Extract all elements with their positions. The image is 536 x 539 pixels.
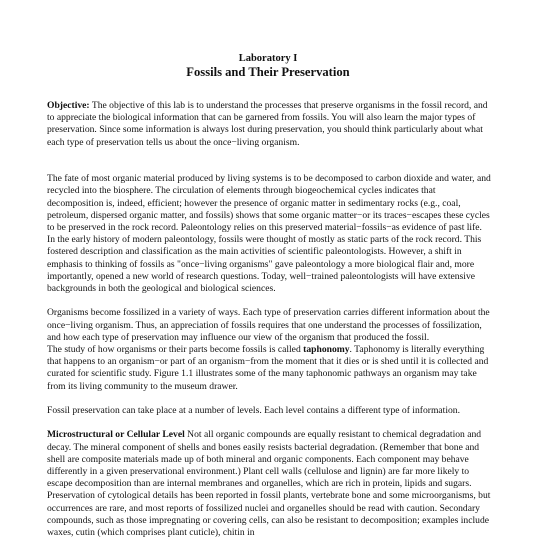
microstructural-text: Not all organic compounds are equally resistant to chemical degradation and decay. The mineral component of shells and bones easily resists bacterial degradation. (Remember that bone and shell are composite materials made up of both mineral and organic components. Each component may behave differently in a given preservational environment.) Plant cell walls (cellulose and lignin) are far more likely to escape decomposition than are internal membranes and organelles, which are rich in protein, lipids and sugars. Preservation of cytological details has been reported in fossil plants, vertebrate bone and some microorganisms, but occurrences are rare, and most reports of fossilized nuclei and organelles should be read with caution. Secondary compounds, such as those impregnating or covering cells, can also be resistant to decomposition; examples include waxes, cutin (which comprises plant cuticle), chitin in xyxy=(47,429,491,539)
objective-lead: Objective: xyxy=(47,100,90,111)
paragraph-spacer xyxy=(47,417,491,429)
paragraph-decomposition: The fate of most organic material produced by living systems is to be decomposed to carbon dioxide and water, and recycled into the biosphere. The circulation of elements through biogeochemical cycles indicates that decomposition is, indeed, efficient; however the presence of organic matter in sedimentary rocks (e.g., coal, petroleum, dispersed organic matter, and fossils) shows that some organic matter−or its traces−escapes these cycles to be preserved in the rock record. Paleontology relies on this preserved material−fossils−as evidence of past life. In the early history of modern paleontology, fossils were thought of mostly as static parts of the rock record. This fostered description and classification as the main activities of scientific paleontologists. However, a shift in emphasis to thinking of fossils as "once−living organisms" gave paleontology a more biological flair and, more importantly, opened a new world of research questions. Today, well−trained paleontologists will have extensive backgrounds in both the geological and biological sciences. xyxy=(47,173,491,295)
page-title: Fossils and Their Preservation xyxy=(186,65,350,79)
paragraph-spacer xyxy=(47,161,491,173)
paragraph-fossilization: Organisms become fossilized in a variety of ways. Each type of preservation carries different information about the once−living organism. Thus, an appreciation of fossils requires that one understand the processes of fossilization, and how each type of preservation may influence our view of the organism that produced the fossil. xyxy=(47,307,490,343)
objective-text: The objective of this lab is to understand the processes that preserve organisms in the fossil record, and to appreciate the biological information that can be garnered from fossils. You will also learn the major types of preservation. Since some information is always lost during preservation, you should think particularly about what each type of preservation tells us about the once−living organism. xyxy=(47,100,488,148)
paragraph-spacer xyxy=(47,393,491,405)
microstructural-heading: Microstructural or Cellular Level xyxy=(47,429,185,441)
paragraph-spacer xyxy=(47,295,491,307)
paragraph-microstructural xyxy=(47,429,491,539)
objective-paragraph xyxy=(47,100,491,149)
taphonomy-text-before: The study of how organisms or their parts become fossils is called xyxy=(47,344,304,356)
taphonomy-text-after: . Taphonomy is literally everything that happens to an organism−or part of an organism−from the moment that it dies or is shed until it is collected and curated for scientific study. Figure 1.1 illustrates some of the many taphonomic pathways an organism may take from its living community to the museum drawer. xyxy=(47,344,489,392)
paragraph-taphonomy xyxy=(47,344,491,393)
lab-label: Laboratory I xyxy=(238,53,298,64)
paragraph-spacer xyxy=(47,149,491,161)
paragraph-levels: Fossil preservation can take place at a number of levels. Each level contains a different type of information. xyxy=(47,405,461,417)
body-text xyxy=(47,100,491,539)
taphonomy-term: taphonomy xyxy=(303,344,350,356)
